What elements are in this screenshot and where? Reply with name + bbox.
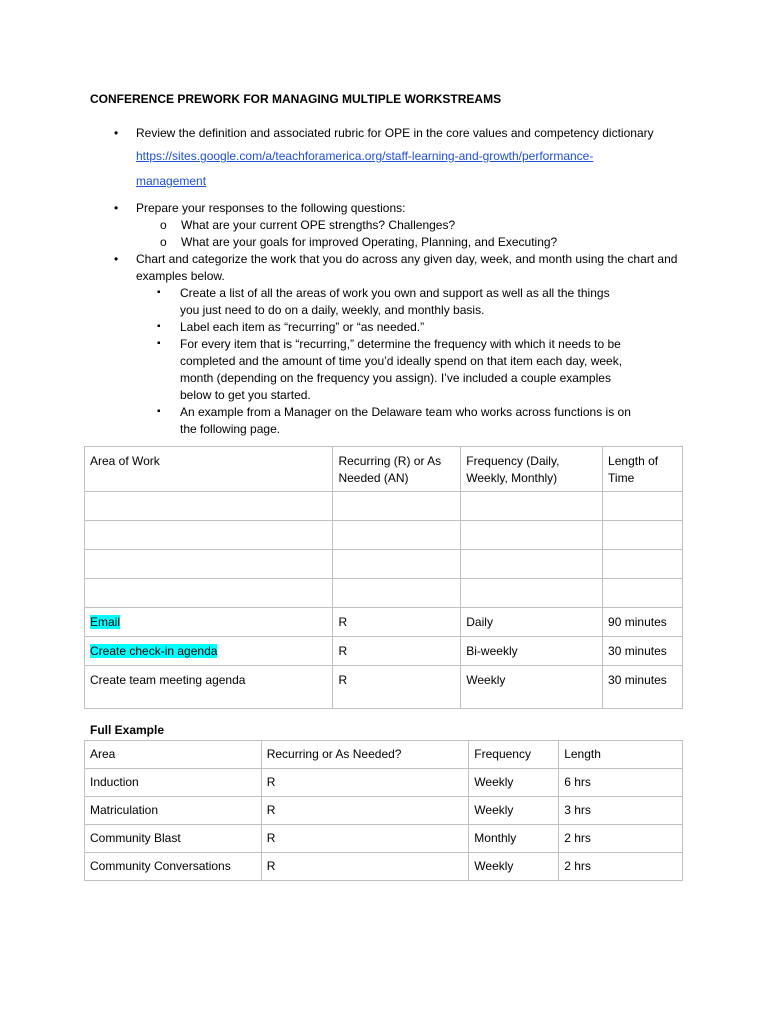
header-cell: Frequency (Daily, Weekly, Monthly) <box>461 447 603 492</box>
table-cell: Create team meeting agenda <box>85 666 333 709</box>
table-cell: R <box>261 769 469 797</box>
page-title: CONFERENCE PREWORK FOR MANAGING MULTIPLE WORKSTREAMS <box>90 92 502 106</box>
question-text: What are your goals for improved Operating, Planning, and Executing? <box>181 235 558 249</box>
full-example-table <box>84 740 683 881</box>
table-cell <box>333 579 461 608</box>
table-cell <box>333 550 461 579</box>
review-text: Review the definition and associated rubric for OPE in the core values and competency dictionary <box>136 126 654 140</box>
list-item <box>136 234 690 251</box>
table-cell <box>333 492 461 521</box>
table-row <box>85 825 683 853</box>
list-item <box>136 217 690 234</box>
table-cell <box>461 521 603 550</box>
circle-marker: o <box>160 218 167 232</box>
performance-management-link[interactable] <box>136 144 690 194</box>
table-cell <box>603 492 683 521</box>
header-cell: Length of Time <box>603 447 683 492</box>
link-line-2[interactable]: management <box>136 174 207 188</box>
table-cell <box>85 521 333 550</box>
table-cell <box>85 579 333 608</box>
table-cell <box>603 550 683 579</box>
step-text: Create a list of all the areas of work you own and support as well as all the things you just need to do on a daily, weekly, and monthly basis. <box>180 286 610 317</box>
table-cell: R <box>333 666 461 709</box>
square-marker: ▪ <box>157 321 161 332</box>
table-row-empty <box>85 521 683 550</box>
list-item-review <box>90 125 690 194</box>
table-header-row <box>85 447 683 492</box>
header-cell: Length <box>559 741 683 769</box>
header-cell: Area of Work <box>85 447 333 492</box>
list-item-prepare <box>90 200 690 251</box>
table-row <box>85 666 683 709</box>
bullet-marker: • <box>114 126 119 140</box>
table-row-empty <box>85 492 683 521</box>
list-item <box>90 404 632 438</box>
table-cell: Daily <box>461 608 603 637</box>
table-row-empty <box>85 579 683 608</box>
table-cell <box>461 492 603 521</box>
instruction-list <box>90 125 690 438</box>
table-cell: Monthly <box>469 825 559 853</box>
table-cell: Community Blast <box>85 825 262 853</box>
header-cell: Recurring or As Needed? <box>261 741 469 769</box>
table-row <box>85 608 683 637</box>
square-marker: ▪ <box>157 338 161 349</box>
table-cell: 2 hrs <box>559 853 683 881</box>
step-text: Label each item as “recurring” or “as needed.” <box>180 320 425 334</box>
table-cell <box>461 579 603 608</box>
table-cell <box>461 550 603 579</box>
work-areas-table <box>84 446 683 709</box>
table-cell: Weekly <box>461 666 603 709</box>
table-cell: Weekly <box>469 797 559 825</box>
bullet-marker: • <box>114 252 119 266</box>
table-cell: 6 hrs <box>559 769 683 797</box>
table-cell <box>85 492 333 521</box>
table-header-row <box>85 741 683 769</box>
header-cell: Area <box>85 741 262 769</box>
table-cell <box>603 521 683 550</box>
table-row <box>85 769 683 797</box>
table-cell: R <box>261 825 469 853</box>
full-example-heading: Full Example <box>90 723 165 737</box>
chart-text: Chart and categorize the work that you do across any given day, week, and month using the chart and examples below. <box>136 252 678 283</box>
prepare-text: Prepare your responses to the following questions: <box>136 201 406 215</box>
table-cell: R <box>261 797 469 825</box>
chart-steps-list <box>90 285 690 438</box>
table-cell <box>85 550 333 579</box>
question-text: What are your current OPE strengths? Challenges? <box>181 218 456 232</box>
table-cell: 2 hrs <box>559 825 683 853</box>
table-cell: 30 minutes <box>603 666 683 709</box>
table-row <box>85 853 683 881</box>
link-line-1[interactable]: https://sites.google.com/a/teachforamerica.org/staff-learning-and-growth/performance- <box>136 149 594 163</box>
bullet-marker: • <box>114 201 119 215</box>
table-cell: Weekly <box>469 853 559 881</box>
table-cell: 3 hrs <box>559 797 683 825</box>
table-cell: R <box>261 853 469 881</box>
table-cell: Matriculation <box>85 797 262 825</box>
list-item <box>90 319 632 336</box>
table-cell: R <box>333 608 461 637</box>
table-row <box>85 637 683 666</box>
square-marker: ▪ <box>157 406 161 417</box>
table-cell: R <box>333 637 461 666</box>
table-cell: Bi-weekly <box>461 637 603 666</box>
step-text: For every item that is “recurring,” determine the frequency with which it needs to be completed and the amount of time you’d ideally spend on that item each day, week, month (depending on the frequency you assign). I’ve included a couple examples below to get you started. <box>180 337 623 402</box>
table-row <box>85 797 683 825</box>
list-item <box>90 336 632 404</box>
list-item-chart <box>90 251 690 438</box>
highlighted-text: Create check-in agenda <box>90 644 218 658</box>
header-cell: Frequency <box>469 741 559 769</box>
table-cell: 30 minutes <box>603 637 683 666</box>
table-cell: Community Conversations <box>85 853 262 881</box>
step-text: An example from a Manager on the Delaware team who works across functions is on the following page. <box>180 405 631 436</box>
table-cell: Induction <box>85 769 262 797</box>
question-list <box>136 217 690 251</box>
table-cell <box>85 637 333 666</box>
highlighted-text: Email <box>90 615 121 629</box>
table-cell: Weekly <box>469 769 559 797</box>
table-row-empty <box>85 550 683 579</box>
table-cell <box>333 521 461 550</box>
table-cell: 90 minutes <box>603 608 683 637</box>
list-item <box>90 285 632 319</box>
table-cell <box>603 579 683 608</box>
table-cell <box>85 608 333 637</box>
square-marker: ▪ <box>157 287 161 298</box>
header-cell: Recurring (R) or As Needed (AN) <box>333 447 461 492</box>
circle-marker: o <box>160 235 167 249</box>
